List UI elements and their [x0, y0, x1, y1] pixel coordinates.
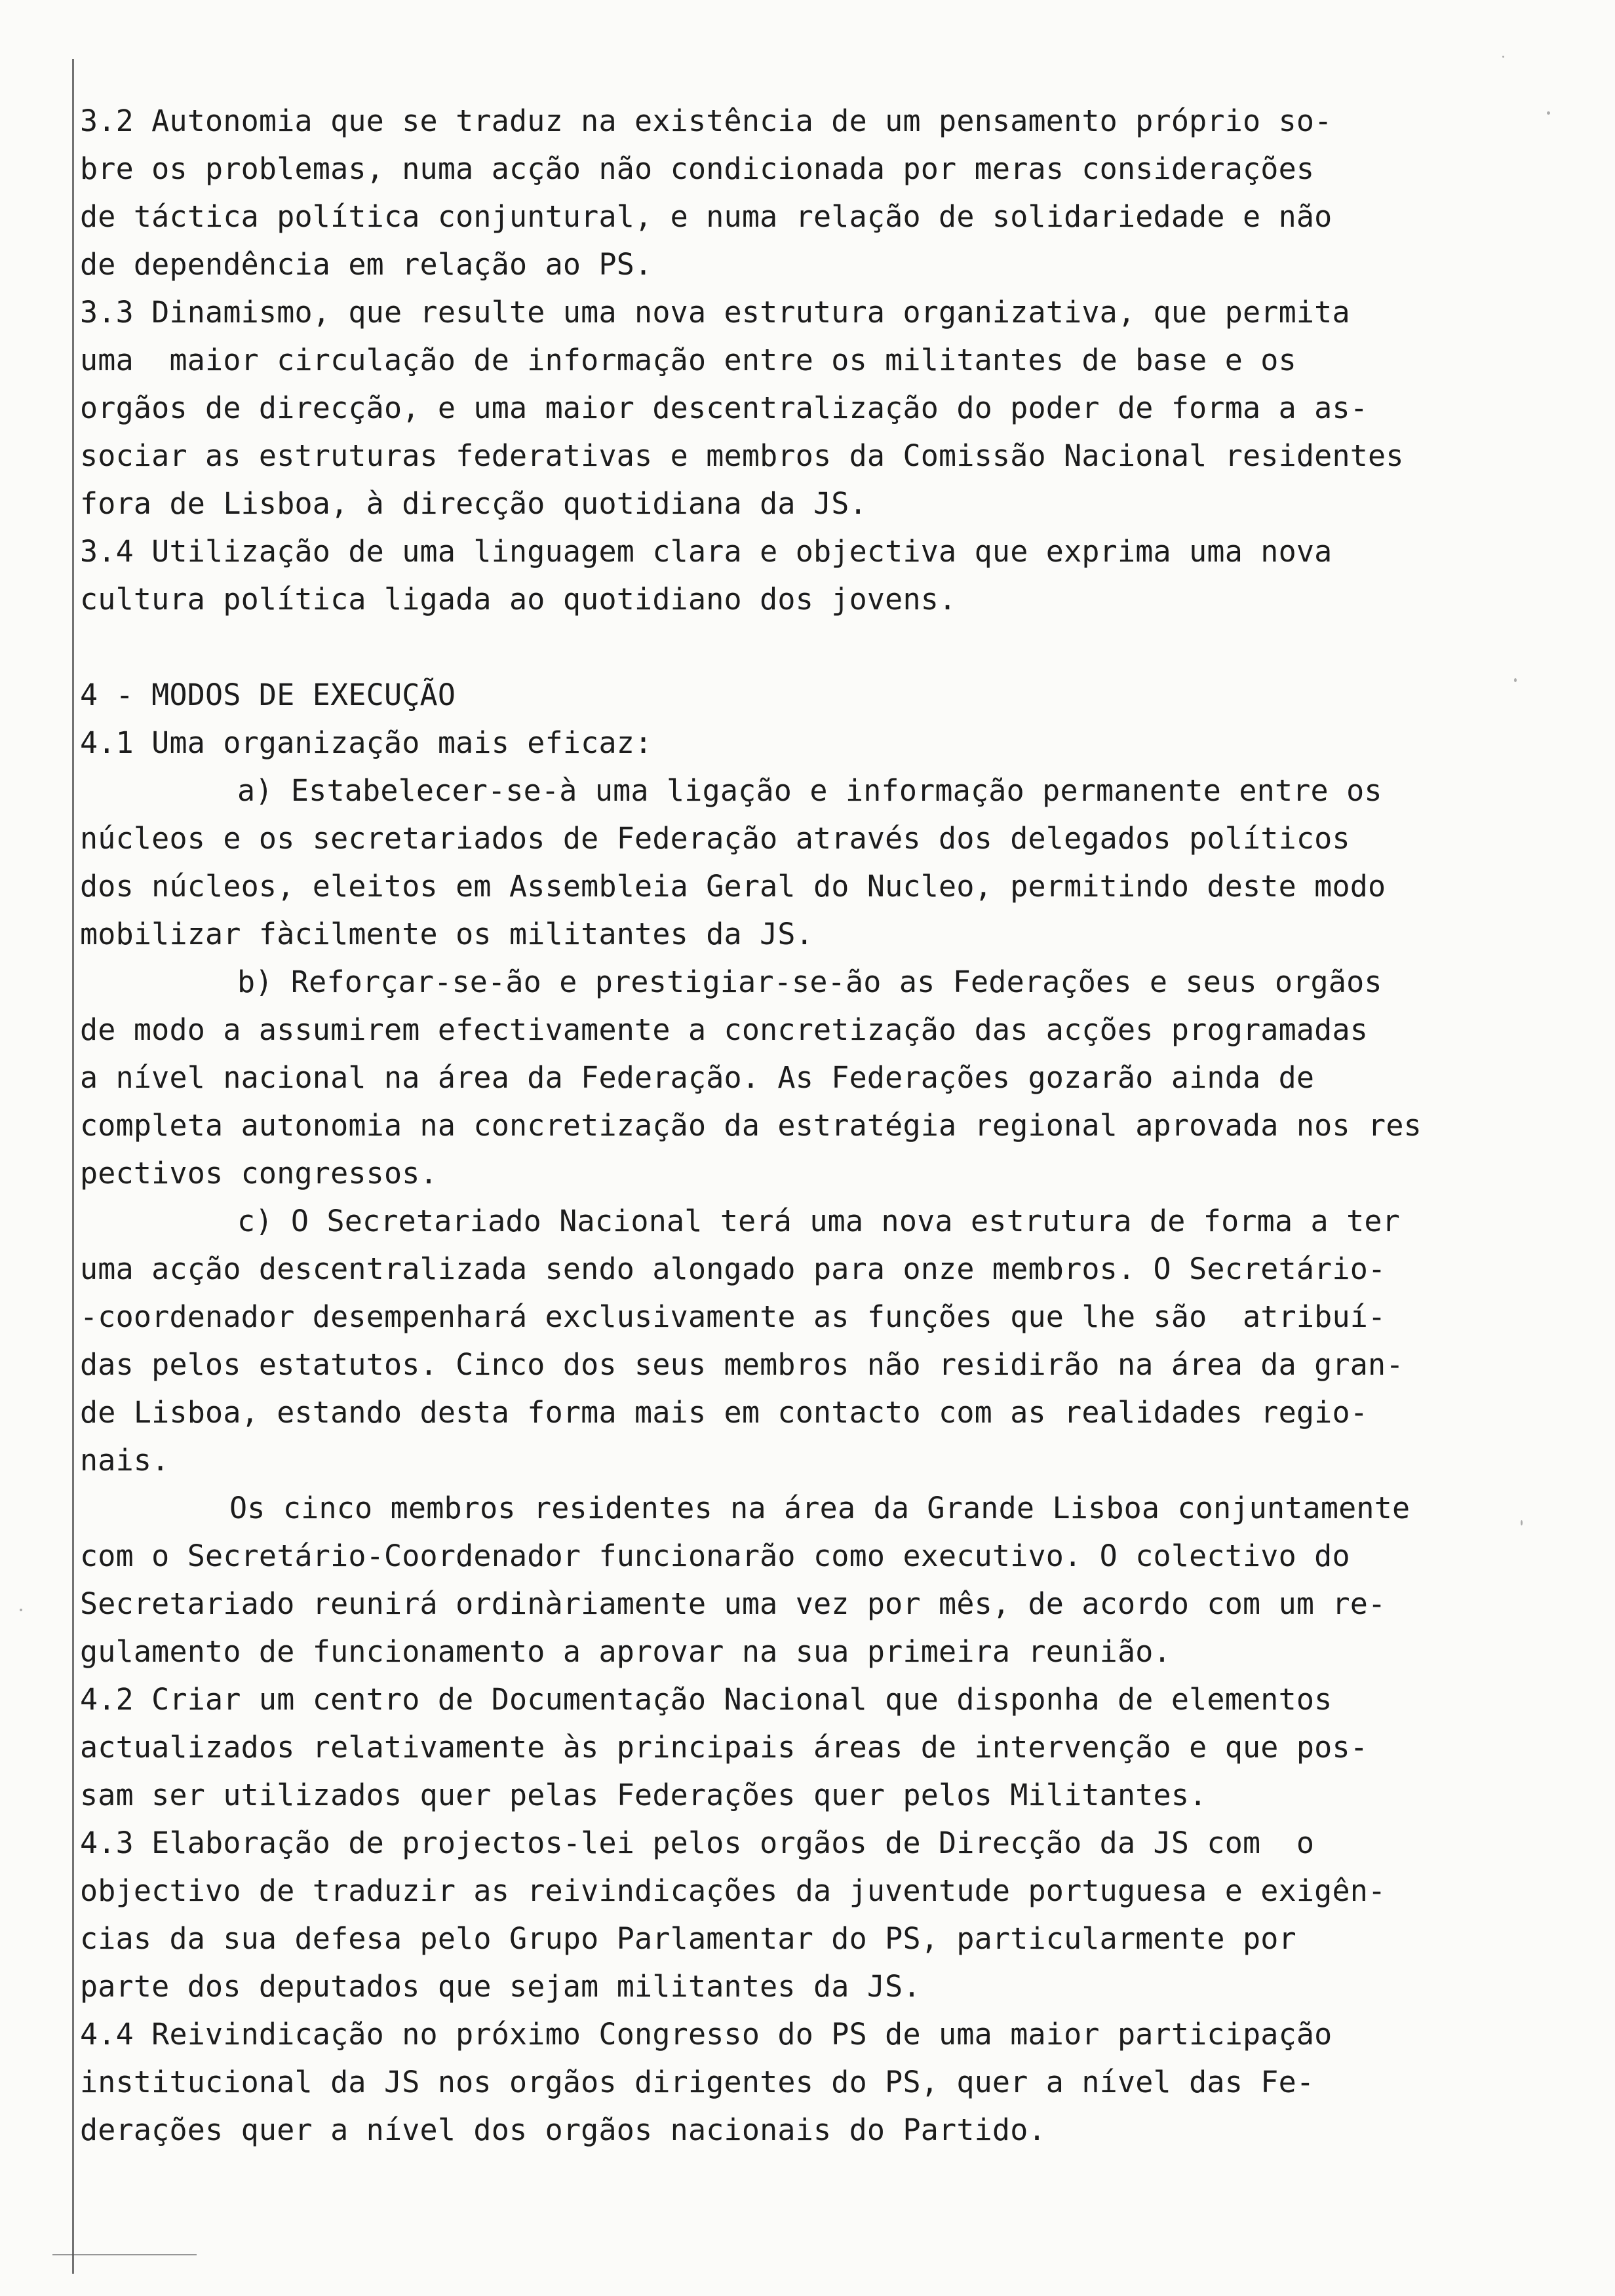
text-line: 3.3 Dinamismo, que resulte uma nova estrutura organizativa, que permita	[80, 295, 1350, 330]
text-line: completa autonomia na concretização da estratégia regional aprovada nos res	[80, 1108, 1422, 1143]
scan-speck	[1502, 56, 1504, 58]
text-line: derações quer a nível dos orgãos nacionais do Partido.	[80, 2113, 1046, 2147]
scan-speck	[20, 1609, 22, 1611]
text-line: sociar as estruturas federativas e membros da Comissão Nacional residentes	[80, 438, 1404, 473]
text-line: objectivo de traduzir as reivindicações da juventude portuguesa e exigên-	[80, 1873, 1386, 1908]
text-line: c) O Secretariado Nacional terá uma nova estrutura de forma a ter	[237, 1204, 1400, 1238]
scan-speck	[1547, 111, 1550, 115]
text-line: cultura política ligada ao quotidiano dos jovens.	[80, 582, 957, 617]
text-line: a nível nacional na área da Federação. As Federações gozarão ainda de	[80, 1060, 1315, 1095]
text-line: núcleos e os secretariados de Federação através dos delegados políticos	[80, 821, 1350, 856]
text-line: 4.2 Criar um centro de Documentação Nacional que disponha de elementos	[80, 1682, 1333, 1717]
text-line: a) Estabelecer-se-à uma ligação e informação permanente entre os	[237, 773, 1382, 808]
text-line: das pelos estatutos. Cinco dos seus membros não residirão na área da gran-	[80, 1347, 1404, 1382]
text-line: orgãos de direcção, e uma maior descentralização do poder de forma a as-	[80, 391, 1369, 425]
text-line: 4.4 Reivindicação no próximo Congresso do PS de uma maior participação	[80, 2017, 1333, 2052]
text-line: uma maior circulação de informação entre os militantes de base e os	[80, 343, 1296, 377]
text-line: institucional da JS nos orgãos dirigentes do PS, quer a nível das Fe-	[80, 2065, 1315, 2099]
text-line: cias da sua defesa pelo Grupo Parlamentar do PS, particularmente por	[80, 1921, 1296, 1956]
left-margin-rule	[72, 59, 74, 2274]
text-line: 3.2 Autonomia que se traduz na existência de um pensamento próprio so-	[80, 104, 1333, 138]
text-line: 4.3 Elaboração de projectos-lei pelos orgãos de Direcção da JS com o	[80, 1826, 1315, 1860]
text-line: com o Secretário-Coordenador funcionarão como executivo. O colectivo do	[80, 1539, 1350, 1573]
document-body	[80, 97, 1587, 2154]
text-line: Secretariado reunirá ordinàriamente uma vez por mês, de acordo com um re-	[80, 1586, 1386, 1621]
scan-speck	[1521, 1520, 1523, 1525]
bottom-rule	[52, 2254, 197, 2255]
text-line: 3.4 Utilização de uma linguagem clara e objectiva que exprima uma nova	[80, 534, 1333, 569]
text-line: nais.	[80, 1443, 170, 1478]
paragraph-gap	[80, 623, 1587, 671]
text-line: b) Reforçar-se-ão e prestigiar-se-ão as Federações e seus orgãos	[237, 965, 1382, 999]
text-line: actualizados relativamente às principais áreas de intervenção e que pos-	[80, 1730, 1369, 1765]
text-line: dos núcleos, eleitos em Assembleia Geral do Nucleo, permitindo deste modo	[80, 869, 1386, 904]
text-line: fora de Lisboa, à direcção quotidiana da JS.	[80, 486, 867, 521]
text-line: -coordenador desempenhará exclusivamente as funções que lhe são atribuí-	[80, 1299, 1386, 1334]
text-line: parte dos deputados que sejam militantes da JS.	[80, 1969, 921, 2004]
text-line: sam ser utilizados quer pelas Federações quer pelos Militantes.	[80, 1778, 1207, 1812]
text-line: uma acção descentralizada sendo alongado para onze membros. O Secretário-	[80, 1252, 1386, 1286]
text-line: de táctica política conjuntural, e numa relação de solidariedade e não	[80, 199, 1333, 234]
text-line: mobilizar fàcilmente os militantes da JS.	[80, 917, 813, 951]
text-line: de dependência em relação ao PS.	[80, 247, 653, 282]
scan-speck	[1514, 678, 1517, 682]
text-line: Os cinco membros residentes na área da Grande Lisboa conjuntamente	[229, 1491, 1411, 1525]
section-heading: 4 - MODOS DE EXECUÇÃO	[80, 678, 456, 712]
text-line: de Lisboa, estando desta forma mais em contacto com as realidades regio-	[80, 1395, 1369, 1430]
text-line: pectivos congressos.	[80, 1156, 438, 1191]
text-line: gulamento de funcionamento a aprovar na sua primeira reunião.	[80, 1634, 1171, 1669]
text-line: 4.1 Uma organização mais eficaz:	[80, 725, 653, 760]
text-line: de modo a assumirem efectivamente a concretização das acções programadas	[80, 1012, 1369, 1047]
text-line: bre os problemas, numa acção não condicionada por meras considerações	[80, 151, 1315, 186]
